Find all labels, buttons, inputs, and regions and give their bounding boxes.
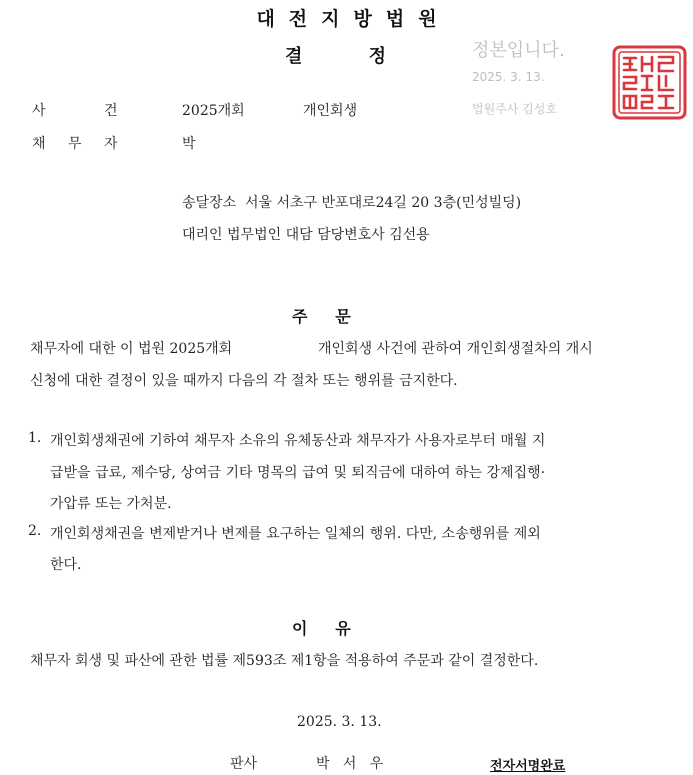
order-item-number: 1.: [28, 430, 42, 446]
debtor-name: 박: [182, 136, 196, 152]
order-intro-line1-a: 채무자에 대한 이 법원 2025개회: [30, 341, 233, 357]
certified-copy-date: 2025. 3. 13.: [472, 70, 545, 84]
order-item-line: 한다.: [50, 557, 82, 573]
order-intro-line1-b: 개인회생 사건에 관하여 개인회생절차의 개시: [318, 341, 593, 357]
case-label-1: 사: [32, 103, 46, 119]
case-name: 개인회생: [303, 103, 358, 119]
case-label-2: 건: [104, 103, 118, 119]
order-item-line: 개인회생채권을 변제받거나 변제를 요구하는 일체의 행위. 다만, 소송행위를 제외: [50, 526, 541, 542]
debtor-label-2: 무: [68, 136, 82, 152]
certified-copy-mark: 정본입니다.: [472, 40, 565, 61]
order-heading: 주 문: [292, 307, 351, 326]
e-signature-label: 전자서명완료: [490, 759, 566, 774]
order-intro-line2: 신청에 대한 결정이 있을 때까지 다음의 각 절차 또는 행위를 금지한다.: [30, 373, 458, 389]
judge-name: 박 서 우: [316, 756, 384, 772]
agent-line: 대리인 법무법인 대담 담당변호사 김선용: [182, 227, 430, 243]
decision-date: 2025. 3. 13.: [297, 714, 382, 730]
order-item-line: 개인회생채권에 기하여 채무자 소유의 유체동산과 채무자가 사용자로부터 매월 지: [50, 433, 546, 449]
order-item-line: 급받을 급료, 제수당, 상여금 기타 명목의 급여 및 퇴직금에 대하여 하는 강제집행·: [50, 465, 546, 481]
certified-copy-clerk: 법원주사 김성호: [472, 102, 557, 116]
delivery-address: 송달장소 서울 서초구 반포대로24길 20 3층(민성빌딩): [182, 195, 522, 211]
document-type: 결 정: [285, 46, 387, 67]
judge-title: 판사: [230, 756, 258, 772]
order-item-number: 2.: [28, 523, 42, 539]
court-name: 대전지방법원: [256, 8, 451, 30]
case-number: 2025개회: [182, 103, 245, 119]
debtor-label-1: 채: [32, 136, 46, 152]
debtor-label-3: 자: [104, 136, 118, 152]
reason-text: 채무자 회생 및 파산에 관한 법률 제593조 제1항을 적용하여 주문과 같이 결정한다.: [30, 653, 539, 669]
order-item-line: 가압류 또는 가처분.: [50, 496, 172, 512]
court-seal-icon: [612, 45, 687, 120]
reason-heading: 이 유: [292, 619, 351, 638]
